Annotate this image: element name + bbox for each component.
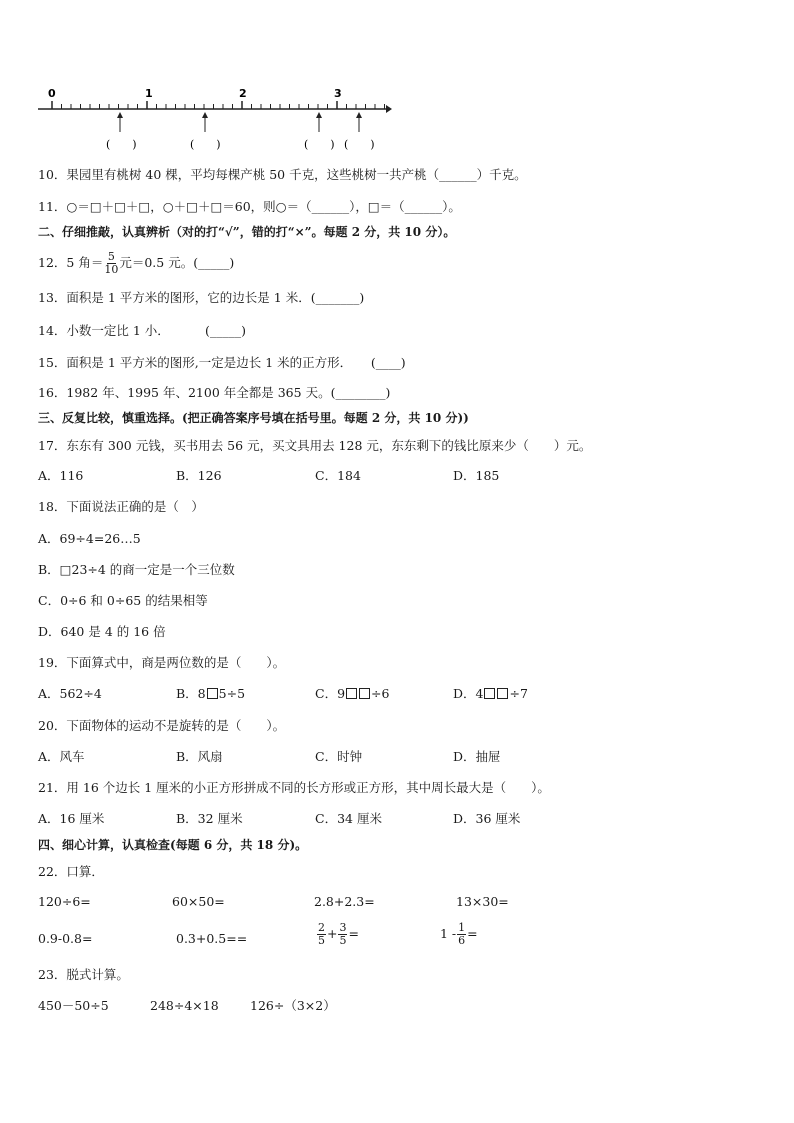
q19-b-prefix: B．8	[176, 686, 206, 701]
blank-box	[484, 688, 495, 699]
q19-option-b	[176, 686, 245, 702]
question-22-stem: 22．口算．	[38, 864, 104, 879]
fraction-numerator: 1	[458, 921, 466, 934]
q18-option-d: D．640 是 4 的 16 倍	[38, 624, 166, 639]
q12-fraction-numerator: 5	[107, 250, 115, 263]
q12-fraction-denominator: 10	[104, 263, 119, 276]
q12-fraction	[104, 251, 118, 276]
question-18-stem: 18．下面说法正确的是（ ）	[38, 499, 204, 514]
q20-option-c: C．时钟	[315, 749, 363, 764]
q23-item-2: 248÷4×18	[150, 998, 219, 1013]
question-21-stem: 21．用 16 个边长 1 厘米的小正方形拼成不同的长方形或正方形，其中周长最大是（ ）。	[38, 780, 550, 795]
q20-option-a: A．风车	[38, 749, 85, 764]
q22-fraction-1	[317, 922, 326, 947]
question-23-stem: 23．脱式计算。	[38, 967, 129, 982]
number-line-arrowhead	[386, 105, 392, 113]
number-line-blank-1: ( )	[106, 138, 137, 151]
q22-fraction-3	[457, 922, 466, 947]
question-14: 14．小数一定比 1 小． (_____)	[38, 323, 247, 338]
number-line-pointer-3	[316, 112, 322, 132]
number-line-blank-2: ( )	[190, 138, 221, 151]
q22-item-8	[440, 922, 478, 947]
q17-option-c: C．184	[315, 468, 361, 483]
q19-c-suffix: ÷6	[371, 686, 390, 701]
q12-text-a: 12．5 角＝	[38, 255, 104, 270]
equals-sign: =	[467, 926, 478, 941]
question-17-stem: 17．东东有 300 元钱，买书用去 56 元，买文具用去 128 元，东东剩下的钱比原来少（ ）元。	[38, 438, 592, 453]
q21-option-d: D．36 厘米	[453, 811, 521, 826]
q18-option-b: B．□23÷4 的商一定是一个三位数	[38, 562, 235, 577]
blank-box	[497, 688, 508, 699]
q21-option-c: C．34 厘米	[315, 811, 382, 826]
number-line	[30, 80, 400, 155]
q22-item-6: 0.3+0.5==	[176, 931, 248, 946]
number-line-label-1: 1	[145, 87, 153, 100]
q17-option-d: D．185	[453, 468, 500, 483]
q19-option-c	[315, 686, 389, 702]
q18-option-a: A．69÷4=26…5	[38, 531, 141, 546]
number-line-label-3: 3	[334, 87, 342, 100]
plus-sign: +	[327, 926, 338, 941]
number-line-blank-4: ( )	[344, 138, 375, 151]
q22-item-2: 60×50=	[172, 894, 225, 909]
q19-d-suffix: ÷7	[509, 686, 528, 701]
number-line-pointer-4	[356, 112, 362, 132]
q20-option-d: D．抽屉	[453, 749, 501, 764]
q19-d-prefix: D．4	[453, 686, 484, 701]
fraction-denominator: 5	[339, 934, 347, 947]
number-line-label-2: 2	[239, 87, 247, 100]
question-15: 15．面积是 1 平方米的图形,一定是边长 1 米的正方形． (____)	[38, 355, 406, 370]
q22-item-5: 0.9-0.8=	[38, 931, 93, 946]
q21-option-a: A．16 厘米	[38, 811, 105, 826]
section-4-heading: 四、细心计算，认真检查(每题 6 分，共 18 分)。	[38, 838, 308, 852]
q19-option-d	[453, 686, 528, 702]
fraction-numerator: 3	[339, 921, 347, 934]
fraction-denominator: 5	[318, 934, 325, 947]
fraction-denominator: 6	[458, 934, 466, 947]
q23-item-3: 126÷（3×2）	[250, 998, 336, 1013]
question-16: 16．1982 年、1995 年、2100 年全都是 365 天。(________)	[38, 385, 391, 400]
q19-c-prefix: C．9	[315, 686, 346, 701]
section-3-heading: 三、反复比较，慎重选择。(把正确答案序号填在括号里。每题 2 分，共 10 分))	[38, 411, 469, 425]
number-line-pointer-2	[202, 112, 208, 132]
q22-item-7	[316, 922, 359, 947]
blank-box	[207, 688, 218, 699]
question-11: 11．○＝□＋□＋□，○＋□＋□＝60，则○＝（______），□＝（______）。	[38, 199, 461, 214]
q12-text-b: 元＝0.5 元。(_____)	[119, 255, 235, 270]
fraction-numerator: 2	[318, 921, 325, 934]
number-line-ticks	[52, 101, 385, 109]
question-13: 13．面积是 1 平方米的图形，它的边长是 1 米．(_______)	[38, 290, 365, 305]
q17-option-a: A．116	[38, 468, 84, 483]
question-19-stem: 19．下面算式中，商是两位数的是（ ）。	[38, 655, 286, 670]
question-20-stem: 20．下面物体的运动不是旋转的是（ ）。	[38, 718, 286, 733]
question-10: 10．果园里有桃树 40 棵，平均每棵产桃 50 千克，这些桃树一共产桃（______）千克。	[38, 167, 527, 182]
number-line-label-0: 0	[48, 87, 56, 100]
q18-option-c: C．0÷6 和 0÷65 的结果相等	[38, 593, 208, 608]
q21-option-b: B．32 厘米	[176, 811, 243, 826]
q23-item-1: 450－50÷5	[38, 998, 109, 1013]
q20-option-b: B．风扇	[176, 749, 223, 764]
equals-sign: =	[348, 926, 359, 941]
q17-option-b: B．126	[176, 468, 222, 483]
one-minus: 1 -	[440, 926, 457, 941]
q22-fraction-2	[338, 922, 347, 947]
q19-option-a: A．562÷4	[38, 686, 102, 701]
q22-item-3: 2.8+2.3=	[314, 894, 375, 909]
q22-item-4: 13×30=	[456, 894, 509, 909]
blank-box	[359, 688, 370, 699]
q22-item-1: 120÷6=	[38, 894, 91, 909]
number-line-blank-3: ( )	[304, 138, 335, 151]
question-12	[38, 251, 234, 276]
section-2-heading: 二、仔细推敲，认真辨析（对的打“√”，错的打“×”。每题 2 分，共 10 分）。	[38, 225, 456, 239]
number-line-pointer-1	[117, 112, 123, 132]
blank-box	[346, 688, 357, 699]
q19-b-suffix: 5÷5	[218, 686, 246, 701]
